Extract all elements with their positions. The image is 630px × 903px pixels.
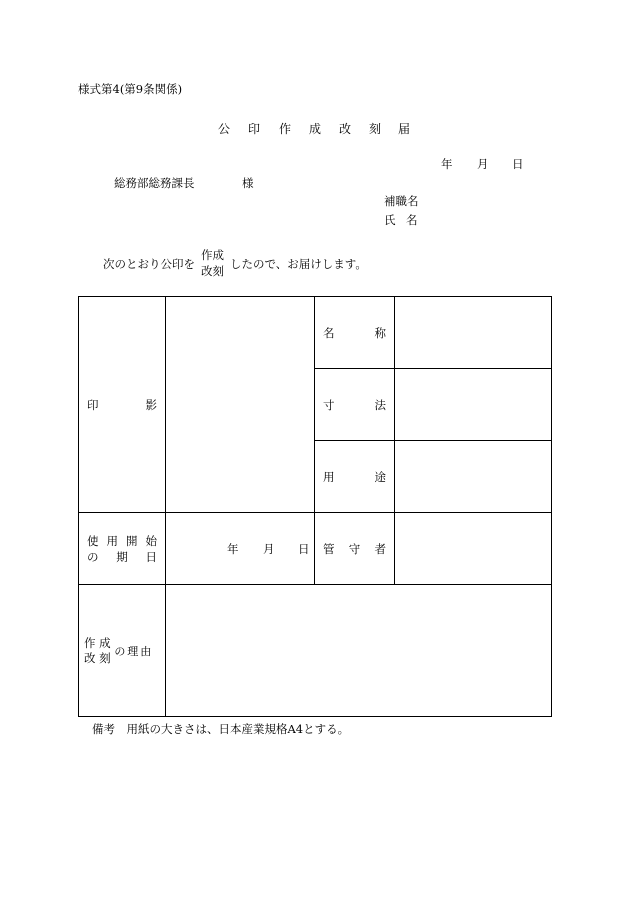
seal-name-label: 名 称 [315, 297, 395, 369]
title-char: 改 [339, 122, 352, 136]
seal-use-field[interactable] [395, 441, 552, 513]
statement-suffix: したので、お届けします。 [230, 257, 367, 271]
title-char: 届 [398, 122, 411, 136]
start-date-month: 月 [263, 542, 275, 556]
statement-option-create: 作成 [201, 248, 224, 262]
addressee-name: 総務部総務課長 [114, 176, 195, 190]
start-date-label: 使 用 開 始 の 期 日 [79, 513, 166, 585]
footnote: 備考 用紙の大きさは、日本産業規格A4とする。 [92, 722, 350, 736]
position-label: 補職名 [384, 194, 419, 208]
seal-use-label: 用 途 [315, 441, 395, 513]
reason-field[interactable] [166, 585, 552, 717]
addressee-honorific: 様 [242, 176, 254, 190]
title-char: 成 [309, 122, 322, 136]
start-date-field[interactable] [166, 513, 315, 585]
seal-size-label: 寸 法 [315, 369, 395, 441]
title-char: 公 [218, 122, 231, 136]
seal-size-field[interactable] [395, 369, 552, 441]
date-month-label: 月 [477, 157, 489, 171]
start-date-day: 日 [298, 542, 310, 556]
statement-option-recarve: 改刻 [201, 264, 224, 278]
seal-form-table [78, 296, 552, 717]
reason-label [79, 585, 166, 717]
seal-impression-label: 印 影 [79, 297, 166, 513]
name-label-char: 名 [406, 213, 418, 227]
name-label-char: 氏 [384, 213, 396, 227]
seal-impression-area[interactable] [166, 297, 315, 513]
keeper-field[interactable] [395, 513, 552, 585]
reason-options: 作 成 改 刻 [84, 635, 111, 665]
start-date-year: 年 [227, 542, 239, 556]
date-day-label: 日 [512, 157, 524, 171]
title-char: 刻 [369, 122, 382, 136]
seal-name-field[interactable] [395, 297, 552, 369]
keeper-label: 管 守 者 [315, 513, 395, 585]
statement-prefix: 次のとおり公印を [103, 257, 195, 271]
title-char: 印 [248, 122, 261, 136]
form-number: 様式第4(第9条関係) [78, 82, 183, 96]
date-year-label: 年 [441, 157, 453, 171]
title-char: 作 [279, 122, 292, 136]
reason-suffix: の理由 [114, 644, 154, 658]
